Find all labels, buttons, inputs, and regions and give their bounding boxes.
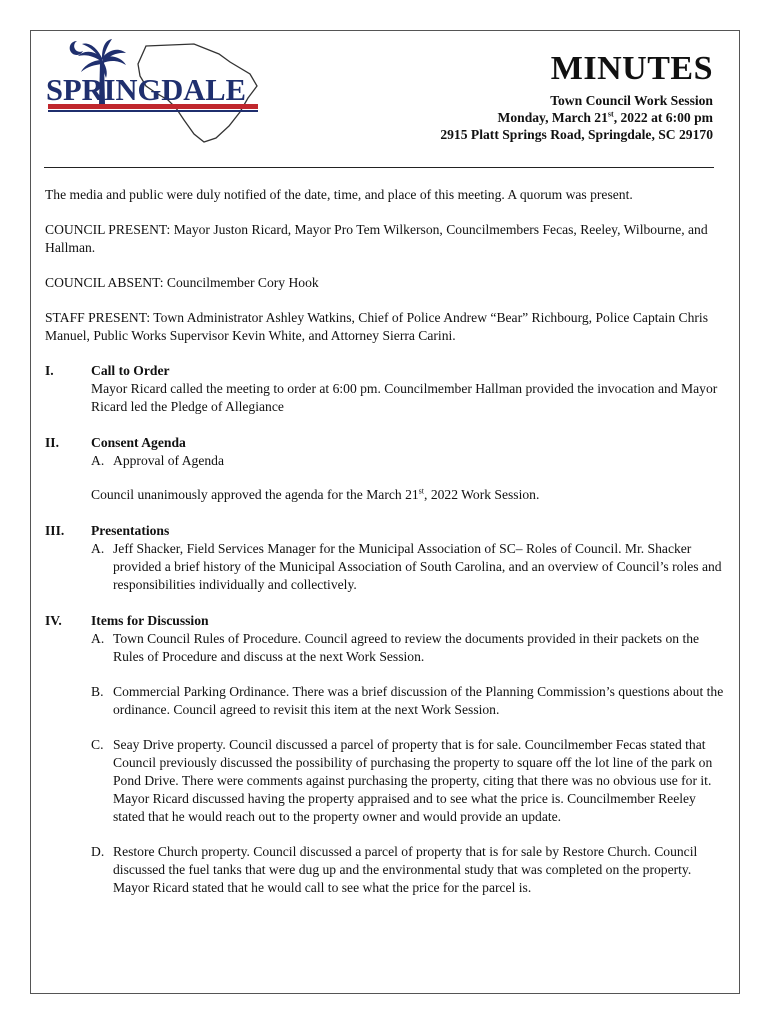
item-letter: D. xyxy=(91,844,105,859)
meeting-address: 2915 Platt Springs Road, Springdale, SC 29170 xyxy=(440,127,713,142)
item-text: Town Council Rules of Procedure. Council agreed to review the documents provided in their packets on the Rules of Procedure and discuss at the next Work Session. xyxy=(113,631,700,664)
crescent-moon-icon xyxy=(70,41,83,55)
section-title: Consent Agenda xyxy=(91,435,186,450)
section-text: Mayor Ricard called the meeting to order at 6:00 pm. Councilmember Hallman provided the invocation and Mayor Ricard led the Pledge of Allegiance xyxy=(91,381,718,414)
meeting-header xyxy=(440,50,713,143)
section-title: Items for Discussion xyxy=(91,613,209,628)
list-item xyxy=(91,736,727,826)
section-consent-agenda xyxy=(45,434,727,504)
section-title: Call to Order xyxy=(91,363,170,378)
item-letter: A. xyxy=(91,453,105,468)
section-title: Presentations xyxy=(91,523,170,538)
springdale-logo xyxy=(44,38,260,148)
list-item xyxy=(91,843,727,897)
logo-navy-bar xyxy=(48,110,258,112)
item-text: Restore Church property. Council discussed a parcel of property that is for sale by Restore Church. Council discussed the fuel tanks that were dug up and the environmental study that was completed on the property. Mayor Ricard stated that he would call to see what the price for the parcel is. xyxy=(113,844,698,895)
item-text: Commercial Parking Ordinance. There was a brief discussion of the Planning Commission’s questions about the ordinance. Council agreed to revisit this item at the next Work Session. xyxy=(113,684,724,717)
item-text: Jeff Shacker, Field Services Manager for the Municipal Association of SC– Roles of Council. Mr. Shacker provided a brief history of the Municipal Association of South Carolina, and an overview of Council’s roles and responsibilities individually and collectively. xyxy=(113,541,722,592)
section-items-for-discussion xyxy=(45,612,727,897)
list-item xyxy=(91,452,727,470)
item-letter: C. xyxy=(91,737,104,752)
section-numeral: IV. xyxy=(45,613,62,628)
list-item xyxy=(91,683,727,719)
list-item xyxy=(91,540,727,594)
minutes-body xyxy=(45,186,727,915)
council-present: COUNCIL PRESENT: Mayor Juston Ricard, Mayor Pro Tem Wilkerson, Councilmembers Fecas, Reeley, Wilbourne, and Hallman. xyxy=(45,222,708,255)
item-letter: A. xyxy=(91,541,105,556)
meeting-type: Town Council Work Session xyxy=(550,93,713,108)
document-title: MINUTES xyxy=(550,50,713,87)
notice-paragraph: The media and public were duly notified of the date, time, and place of this meeting. A quorum was present. xyxy=(45,187,633,202)
list-item xyxy=(91,630,727,666)
section-numeral: III. xyxy=(45,523,65,538)
section-numeral: II. xyxy=(45,435,59,450)
item-text: Seay Drive property. Council discussed a parcel of property that is for sale. Councilmember Fecas stated that Council previously discussed the possibility of purchasing the property to square off the lot line of the park on Pond Drive. There were comments against purchasing the property, citing that there was no obvious use for it. Mayor Ricard discussed having the property appraised and to see what the price is. Councilmember Reeley stated that he would reach out to the property owner and would provide an update. xyxy=(113,737,713,824)
item-letter: B. xyxy=(91,684,104,699)
logo-wordmark: SPRINGDALE xyxy=(46,72,246,107)
item-text: Approval of Agenda xyxy=(113,453,224,468)
approval-note: Council unanimously approved the agenda for the March 21st, 2022 Work Session. xyxy=(91,486,540,502)
header-divider xyxy=(44,167,714,168)
section-presentations xyxy=(45,522,727,594)
item-letter: A. xyxy=(91,631,105,646)
staff-present: STAFF PRESENT: Town Administrator Ashley Watkins, Chief of Police Andrew “Bear” Richbourg, Police Captain Chris Manuel, Public Works Supervisor Kevin White, and Attorney Sierra Carini. xyxy=(45,310,708,343)
council-absent: COUNCIL ABSENT: Councilmember Cory Hook xyxy=(45,275,319,290)
section-call-to-order xyxy=(45,362,727,416)
section-numeral: I. xyxy=(45,363,54,378)
meeting-date: Monday, March 21st, 2022 at 6:00 pm xyxy=(497,109,713,125)
